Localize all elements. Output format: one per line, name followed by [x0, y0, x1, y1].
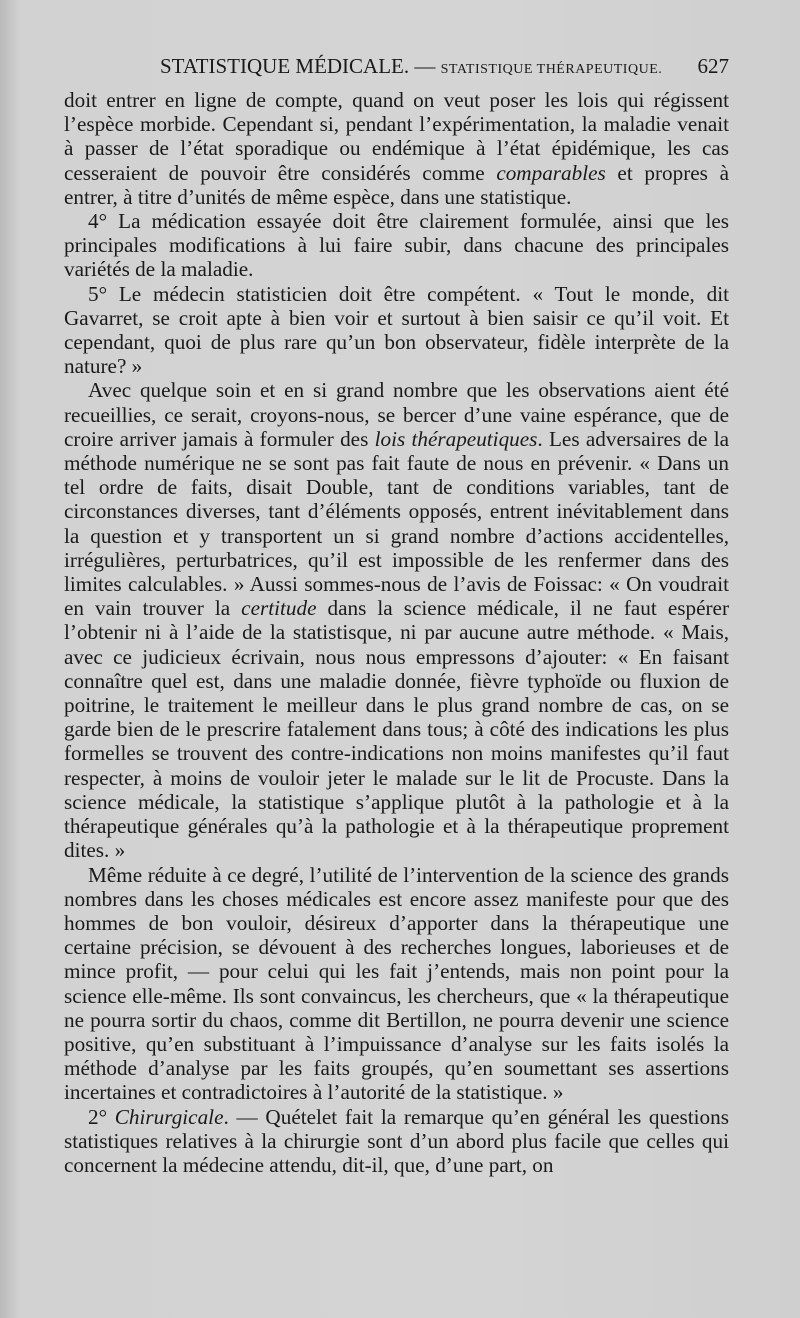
paragraph-text: 2° — [88, 1104, 115, 1129]
paragraph-4 — [64, 378, 729, 862]
italic-term: lois thérapeutiques — [374, 426, 538, 451]
paragraph-1 — [64, 88, 729, 209]
paragraph-text: Même réduite à ce degré, l’utilité de l’intervention de la science des grands nombres dans les choses médicales est encore assez manifeste pour que des hommes de bon vouloir, désireux d’apporter dans la thérapeutique une certaine précision, se dévouent à des recherches longues, laborieuses et de mince profit, — pour celui qui les fait j’entends, mais non point pour la science elle-même. Ils sont convaincus, les chercheurs, que « la thérapeutique ne pourra sortir du chaos, comme dit Bertillon, ne pourra devenir une science positive, qu’en substituant à l’impuissance d’analyse sur les faits isolés la méthode d’analyse par les faits groupés, qu’en soumettant ses assertions incertaines et contradictoires à l’autorité de la statistique. » — [64, 862, 729, 1105]
paragraph-text: dans la science médicale, il ne faut espérer l’obtenir ni à l’aide de la statistisque, ni par aucune autre méthode. « Mais, avec ce judicieux écrivain, nous nous empressons d’ajouter: « En faisant connaître quel est, dans une maladie donnée, fièvre typhoïde ou fluxion de poitrine, le traitement le meilleur dans le plus grand nombre de cas, on se garde bien de le prescrire fatalement dans tous; à côté des indications les plus formelles se trouvent des contre-indications non moins manifestes qu’il faut respecter, à moins de vouloir jeter le malade sur le lit de Procuste. Dans la science médicale, la statistique s’applique plutôt à la pathologie et à la thérapeutique générales qu’à la pathologie et à la thérapeutique proprement dites. » — [64, 596, 730, 863]
paragraph-2 — [64, 209, 729, 282]
paragraph-text: . — Quételet fait la remarque qu’en général les questions statistiques relatives à la chirurgie sont d’un abord plus facile que celles qui concernent la médecine attendu, dit-il, que, d’une part, on — [64, 1104, 729, 1177]
italic-term: comparables — [496, 160, 606, 185]
italic-term: Chirurgicale — [114, 1104, 224, 1129]
running-subtitle: STATISTIQUE THÉRAPEUTIQUE. — [440, 62, 663, 77]
paragraph-3 — [64, 282, 729, 379]
running-header — [64, 52, 729, 82]
italic-term: certitude — [241, 596, 317, 621]
paragraph-text: 4° La médication essayée doit être clairement formulée, ainsi que les principales modifications à lui faire subir, dans chacune des principales variétés de la maladie. — [64, 209, 729, 282]
page-body — [64, 88, 729, 1177]
paragraph-text: . Les adversaires de la méthode numérique ne se sont pas fait faute de nous en prévenir. « Dans un tel ordre de faits, disait Double, tant de conditions variables, tant de circonstances diverses, tant d’éléments opposés, entrent inévitablement dans la question et y transportent un si grand nombre d’actions accidentelles, irrégulières, perturbatrices, qu’il est impossible de les renfermer dans des limites calculables. » Aussi sommes-nous de l’avis de Foissac: « On voudrait en vain trouver la — [64, 426, 729, 621]
paragraph-text: 5° Le médecin statisticien doit être compétent. « Tout le monde, dit Gavarret, se croit apte à bien voir et surtout à bien saisir ce qu’il voit. Et cependant, quoi de plus rare qu’un bon observateur, fidèle interprète de la nature? » — [64, 281, 729, 379]
paragraph-text: Avec quelque soin et en si grand nombre que les observations aient été recueillies, ce serait, croyons-nous, se bercer d’une vaine espérance, que de croire arriver jamais à formuler des — [64, 378, 729, 451]
page-number: 627 — [697, 54, 729, 78]
paragraph-text: et propres à entrer, à titre d’unités de même espèce, dans une statistique. — [64, 160, 729, 209]
paragraph-text: doit entrer en ligne de compte, quand on veut poser les lois qui régissent l’espèce morbide. Cependant si, pendant l’expérimentation, la maladie venait à passer de l’état sporadique ou endémique à l’état épidémique, les cas cesseraient de pouvoir être considérés comme — [64, 88, 729, 185]
running-title-text: STATISTIQUE MÉDICALE. — — [160, 54, 436, 78]
running-title — [160, 54, 662, 79]
paragraph-6 — [64, 1105, 729, 1178]
paragraph-5 — [64, 863, 729, 1105]
